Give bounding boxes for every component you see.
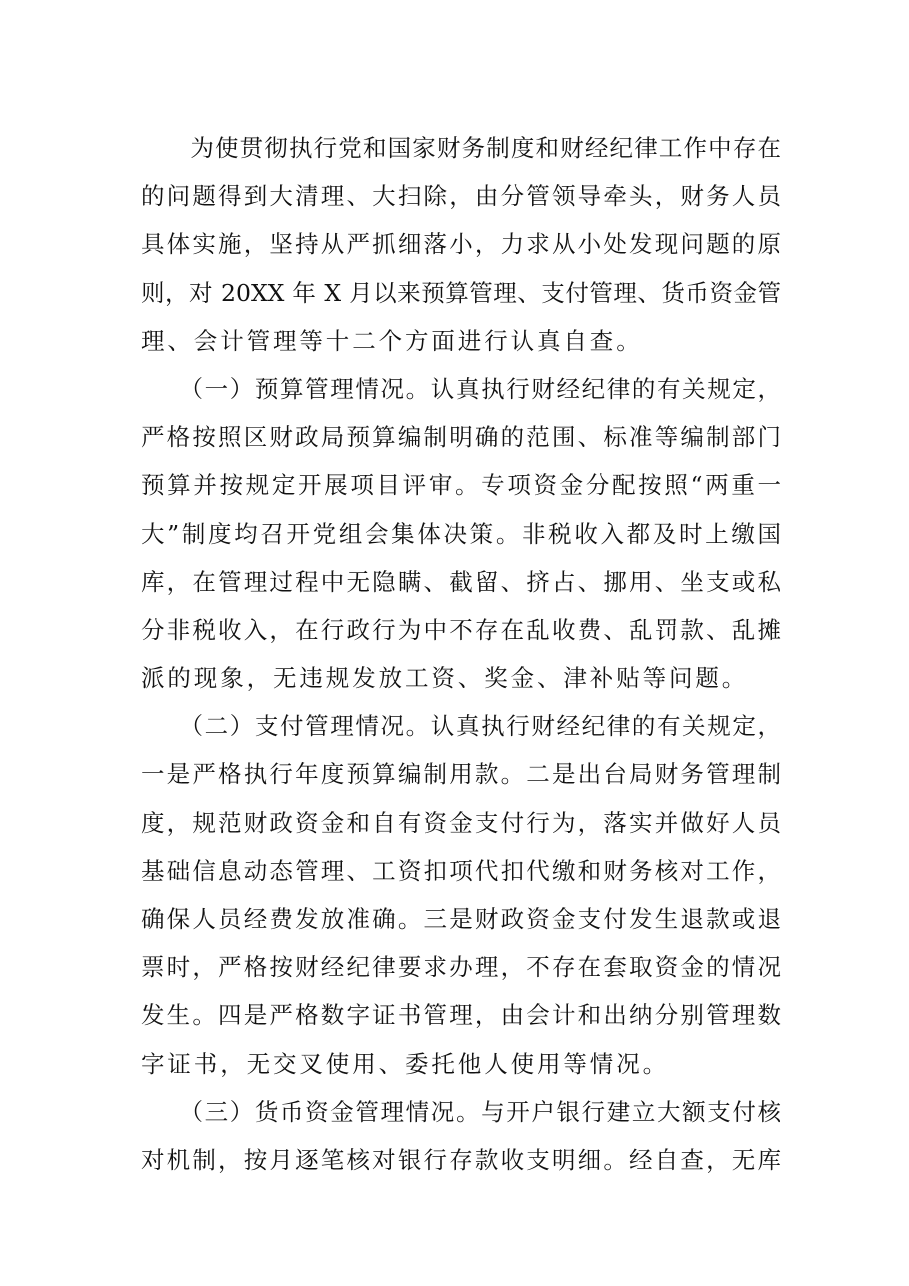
paragraph-4-line-2: 对机制，按月逐笔核对银行存款收支明细。经自查，无库	[141, 1145, 781, 1174]
paragraph-2-line-1: （一）预算管理情况。认真执行财经纪律的有关规定，	[141, 374, 781, 403]
paragraph-2-line-5: 库，在管理过程中无隐瞒、截留、挤占、挪用、坐支或私	[141, 567, 781, 596]
paragraph-1-line-4: 则，对 20XX 年 X 月以来预算管理、支付管理、货币资金管	[141, 278, 781, 307]
paragraph-2-line-3: 预算并按规定开展项目评审。专项资金分配按照“两重一	[141, 471, 781, 500]
paragraph-2-line-7: 派的现象，无违规发放工资、奖金、津补贴等问题。	[141, 664, 749, 693]
paragraph-3-line-1: （二）支付管理情况。认真执行财经纪律的有关规定，	[141, 712, 781, 741]
paragraph-1-line-5: 理、会计管理等十二个方面进行认真自查。	[141, 326, 643, 355]
paragraph-1-line-3: 具体实施，坚持从严抓细落小，力求从小处发现问题的原	[141, 230, 781, 259]
paragraph-3-line-4: 基础信息动态管理、工资扣项代扣代缴和财务核对工作，	[141, 856, 781, 885]
paragraph-3-line-6: 票时，严格按财经纪律要求办理，不存在套取资金的情况	[141, 953, 781, 982]
paragraph-4-line-1: （三）货币资金管理情况。与开户银行建立大额支付核	[141, 1097, 781, 1126]
paragraph-3-line-7: 发生。四是严格数字证书管理，由会计和出纳分别管理数	[141, 1001, 781, 1030]
paragraph-1-line-1: 为使贯彻执行党和国家财务制度和财经纪律工作中存在	[141, 134, 781, 162]
paragraph-3-line-5: 确保人员经费发放准确。三是财政资金支付发生退款或退	[141, 905, 781, 933]
paragraph-2-line-2: 严格按照区财政局预算编制明确的范围、标准等编制部门	[141, 423, 781, 452]
paragraph-2-line-6: 分非税收入，在行政行为中不存在乱收费、乱罚款、乱摊	[141, 615, 781, 644]
paragraph-3-line-8: 字证书，无交叉使用、委托他人使用等情况。	[141, 1049, 669, 1078]
paragraph-2-line-4: 大”制度均召开党组会集体决策。非税收入都及时上缴国	[141, 519, 781, 548]
paragraph-3-line-2: 一是严格执行年度预算编制用款。二是出台局财务管理制	[141, 760, 781, 789]
paragraph-3-line-3: 度，规范财政资金和自有资金支付行为，落实并做好人员	[141, 808, 781, 837]
paragraph-1-line-2: 的问题得到大清理、大扫除，由分管领导牵头，财务人员	[141, 182, 781, 211]
document-body	[141, 124, 781, 1184]
